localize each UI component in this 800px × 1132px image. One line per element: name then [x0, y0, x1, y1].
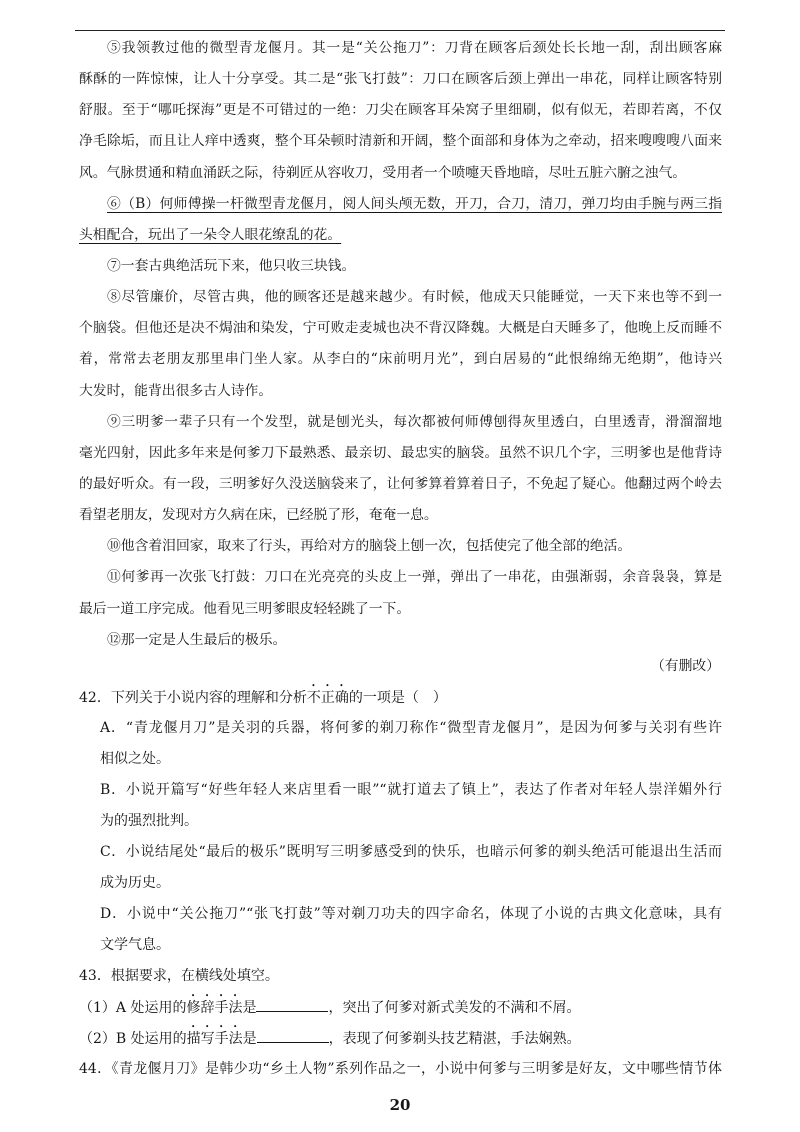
underlined-text: ⑥（B）何师傅操一杆微型青龙偃月，阅人间头颅无数，开刀，合刀，清刀，弹刀均由手腕与两三指 — [107, 195, 722, 212]
option-line: 为的强烈批判。 — [100, 812, 198, 829]
passage-line: ⑫那一定是人生最后的极乐。 — [107, 631, 287, 648]
answer-blank — [257, 1027, 329, 1043]
option-line: 相似之处。 — [100, 750, 170, 767]
option-a — [79, 713, 722, 775]
passage-line: 毫光四射，因此多年来是何爹刀下最熟悉、最亲切、最忠实的脑袋。虽然不识几个字，三明爹也是他背诗 — [79, 444, 722, 461]
passage-line: 着，常常去老朋友那里串门坐人家。从李白的“床前明月光”，到白居易的“此恨绵绵无绝期”，他诗兴 — [79, 351, 722, 368]
passage-line: 最后一道工序完成。他看见三明爹眼皮轻轻跳了一下。 — [79, 600, 411, 617]
question-43 — [79, 961, 722, 1054]
item-text: （2）B 处运用的 — [79, 1030, 187, 1047]
passage-line: 净毛除垢，而且让人痒中透爽，整个耳朵顿时清新和开阔，整个面部和身体为之牵动，招来嗖嗖嗖八面来 — [79, 133, 722, 150]
passage-line: 舒服。至于“哪吒探海”更是不可错过的一绝：刀尖在顾客耳朵窝子里细刷，似有似无，若即若离，不仅 — [79, 102, 722, 119]
emphasis-text: 描写手法 — [186, 1030, 243, 1047]
passage-line — [79, 189, 722, 220]
paragraph-6-underlined — [79, 189, 722, 251]
page-number: 20 — [389, 1096, 411, 1114]
passage-line: 的最好听众。有一段，三明爹好久没送脑袋来了，让何爹算着算着日子，不免起了疑心。他翻过两个岭去 — [79, 475, 722, 492]
answer-blank — [256, 996, 328, 1012]
option-b — [79, 775, 722, 837]
passage-line — [79, 220, 722, 251]
option-line: 文学气息。 — [100, 936, 170, 953]
paragraph-10 — [79, 531, 722, 562]
passage-line: 风。气脉贯通和精血涌跃之际，待剃匠从容收刀，受用者一个喷嚏天昏地暗，尽吐五脏六腑之浊气。 — [79, 164, 687, 181]
passage-line: ⑪何爹再一次张飞打鼓：刀口在光亮亮的头皮上一弹，弹出了一串花，由强渐弱，余音袅袅，算是 — [107, 569, 722, 586]
source-note: （有删改） — [651, 657, 720, 674]
passage-line: ⑤我领教过他的微型青龙偃月。其一是“关公拖刀”：刀背在顾客后颈处长长地一刮，刮出顾客麻 — [107, 40, 722, 56]
emphasis-text: 不正确 — [306, 689, 349, 706]
stem-text: 42．下列关于小说内容的理解和分析 — [79, 689, 307, 706]
item-text: 是 — [242, 999, 257, 1016]
paragraph-8 — [79, 282, 722, 407]
item-text: ，突出了何爹对新式美发的不满和不屑。 — [328, 999, 581, 1016]
option-d — [79, 899, 722, 961]
question-43-item-2 — [79, 1023, 722, 1054]
option-line: 成为历史。 — [100, 874, 170, 891]
passage — [79, 33, 722, 656]
question-44 — [79, 1054, 722, 1085]
paragraph-9 — [79, 407, 722, 532]
option-line: D．小说中“关公拖刀”“张飞打鼓”等对剃刀功夫的四字命名，体现了小说的古典文化意味，具有 — [100, 905, 722, 922]
option-c — [79, 837, 722, 899]
item-text: （1）A 处运用的 — [79, 999, 187, 1016]
item-text: ，表现了何爹剃头技艺精湛，手法娴熟。 — [328, 1030, 581, 1047]
option-line: B．小说开篇写“好些年轻人来店里看一眼”“就打道去了镇上”，表达了作者对年轻人崇洋媚外行 — [100, 781, 722, 798]
stem-text: 的一项是（ ） — [348, 689, 447, 706]
underlined-text: 头相配合，玩出了一朵令人眼花缭乱的花。 — [79, 226, 342, 243]
passage-line: 酥酥的一阵惊悚，让人十分享受。其二是“张飞打鼓”：刀口在顾客后颈上弹出一串花，同样让顾客特别 — [79, 71, 722, 88]
page-top-rule — [75, 30, 725, 31]
passage-line: ⑨三明爹一辈子只有一个发型，就是刨光头，每次都被何师傅刨得灰里透白，白里透青，滑溜溜地 — [107, 413, 722, 430]
passage-line: ⑦一套古典绝活玩下来，他只收三块钱。 — [107, 257, 356, 274]
passage-line: ⑧尽管廉价，尽管古典，他的顾客还是越来越少。有时候，他成天只能睡觉，一天下来也等不到一 — [107, 289, 722, 306]
option-line: C．小说结尾处“最后的极乐”既明写三明爹感受到的快乐，也暗示何爹的剃头绝活可能退出生活而 — [100, 843, 722, 860]
question-43-stem: 43．根据要求，在横线处填空。 — [79, 967, 279, 984]
paragraph-11 — [79, 562, 722, 624]
paragraph-12 — [79, 625, 722, 656]
question-42-stem — [79, 682, 722, 713]
item-text: 是 — [242, 1030, 257, 1047]
emphasis-text: 修辞手法 — [186, 999, 243, 1016]
paragraph-7 — [79, 251, 722, 282]
passage-line: 个脑袋。但他还是决不焗油和染发，宁可败走麦城也决不背汉降魏。大概是白天睡多了，他晚上反而睡不 — [79, 320, 722, 337]
paragraph-5 — [79, 33, 722, 189]
passage-line: 看望老朋友，发现对方久病在床，已经脱了形，奄奄一息。 — [79, 507, 438, 524]
passage-line: ⑩他含着泪回家，取来了行头，再给对方的脑袋上刨一次，包括使完了他全部的绝活。 — [107, 538, 632, 555]
questions — [79, 682, 722, 1085]
page-content — [79, 33, 722, 1085]
question-43-item-1 — [79, 992, 722, 1023]
question-42 — [79, 682, 722, 961]
option-line: A．“青龙偃月刀”是关羽的兵器，将何爹的剃刀称作“微型青龙偃月”，是因为何爹与关羽有些许 — [100, 719, 722, 736]
passage-line: 大发时，能背出很多古人诗作。 — [79, 382, 273, 399]
question-44-stem: 44．《青龙偃月刀》是韩少功“乡土人物”系列作品之一，小说中何爹与三明爹是好友，文中哪些情节体 — [79, 1060, 722, 1077]
